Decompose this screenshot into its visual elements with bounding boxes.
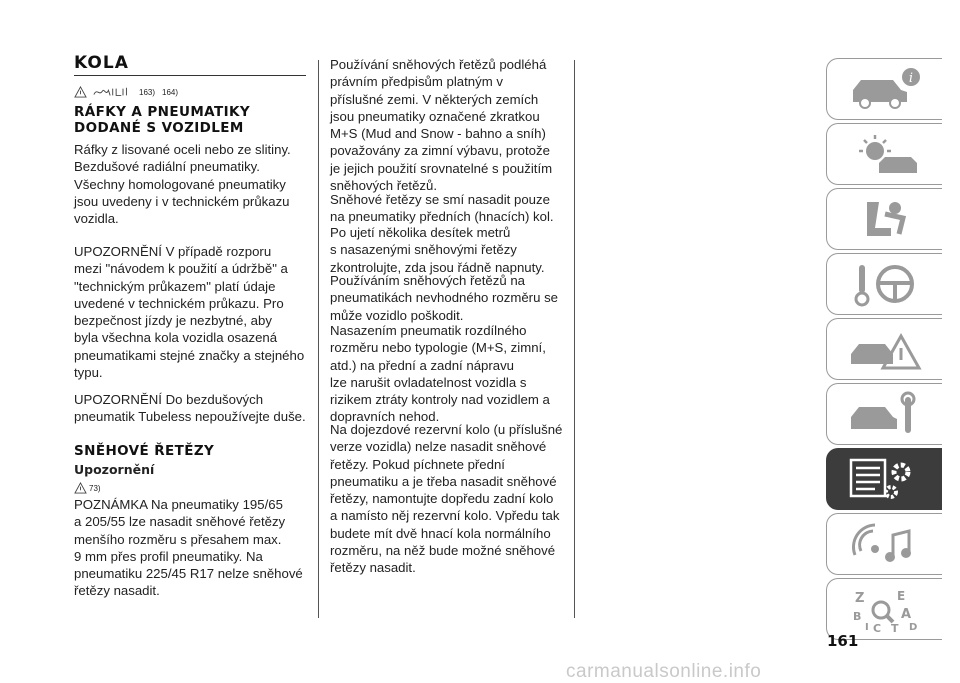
paragraph: Na dojezdové rezervní kolo (u příslušné verze vozidla) nelze nasadit sněhové řetězy. Pokud píchnete přední pneumatiku a je třeba nasadit sněhové řetězy, namontujte dopředu zadní kolo a namísto něj rezervní kolo. Vpředu tak budete mít dvě hnací kola normálního rozměru, na něž bude možné sněhové řetězy nasadit.	[330, 422, 563, 576]
paragraph: UPOZORNĚNÍ Do bezdušových pneumatik Tubeless nepoužívejte duše.	[74, 392, 306, 425]
paragraph: POZNÁMKA Na pneumatiky 195/65 a 205/55 lze nasadit sněhové řetězy menšího rozměru s přesahem max. 9 mm přes profil pneumatiky. Na pneumatiku 225/45 R17 nelze sněhové řetězy nasadit.	[74, 497, 303, 599]
svg-text:T: T	[890, 622, 899, 634]
tab-emergency[interactable]	[826, 318, 942, 380]
paragraph: Po ujetí několika desítek metrů s nasazenými sněhovými řetězy zkontrolujte, zda jsou řádně napnuty.	[330, 225, 545, 275]
warning-references-top	[74, 86, 178, 98]
svg-text:i: i	[908, 71, 913, 86]
column-divider	[318, 60, 319, 618]
section-heading-snow-chains: SNĚHOVÉ ŘETĚZY	[74, 443, 215, 459]
warning-ref[interactable]: 73)	[89, 483, 101, 493]
tab-multimedia[interactable]	[826, 513, 942, 575]
car-wrench-icon	[845, 389, 925, 439]
paragraph: Ráfky z lisované oceli nebo ze slitiny. Bezdušové radiální pneumatiky. Všechny homologované pneumatiky jsou uvedeny i v technickém průkazu vozidla.	[74, 142, 291, 227]
svg-text:D: D	[908, 622, 917, 633]
key-steering-wheel-icon	[845, 259, 925, 309]
dashboard-lights-icon	[845, 129, 925, 179]
airbag-seat-icon	[845, 194, 925, 244]
warning-triangle-icon	[74, 482, 87, 494]
paragraph: UPOZORNĚNÍ V případě rozporu mezi "návodem k použití a údržbě" a "technickým průkazem" platí údaje uvedené v technickém průkazu. Pro bezpečnost jízdy je nezbytné, aby byla všechna kola vozidla osazená pneumatikami stejné značky a stejného typu.	[74, 244, 305, 381]
paragraph: Nasazením pneumatik rozdílného rozměru nebo typologie (M+S, zimní, atd.) na přední a zadní nápravu lze narušit ovladatelnost vozidla s rizikem ztráty kontroly nad vozidlem a dopravních nehod.	[330, 323, 550, 425]
tab-index[interactable]	[826, 578, 942, 640]
page-number: 161	[827, 632, 859, 650]
warning-triangle-icon	[74, 86, 87, 98]
tab-safety[interactable]	[826, 188, 942, 250]
tab-technical-data[interactable]	[826, 448, 942, 510]
column-divider	[574, 60, 575, 618]
tab-starting-driving[interactable]	[826, 253, 942, 315]
section-heading-wheels: RÁFKY A PNEUMATIKY DODANÉ S VOZIDLEM	[74, 104, 251, 136]
car-info-icon	[845, 64, 925, 114]
tab-dashboard-lights[interactable]	[826, 123, 942, 185]
subheading-warning: Upozornění	[74, 462, 155, 477]
technical-data-gears-icon	[845, 454, 925, 504]
multimedia-icon	[845, 519, 925, 569]
warning-reference	[74, 482, 101, 494]
svg-text:I: I	[864, 622, 869, 633]
svg-text:Z: Z	[854, 591, 864, 606]
tab-maintenance[interactable]	[826, 383, 942, 445]
chapter-title: KOLA	[74, 53, 129, 73]
svg-text:E: E	[896, 589, 905, 603]
paragraph: Používáním sněhových řetězů na pneumatikách nevhodného rozměru se může vozidlo poškodit.	[330, 273, 558, 323]
alphabetical-index-icon	[845, 584, 925, 634]
warning-ref[interactable]: 163)	[139, 87, 156, 97]
handwritten-mark-icon	[89, 86, 133, 98]
svg-text:B: B	[852, 610, 861, 623]
svg-text:A: A	[900, 607, 911, 622]
watermark: carmanualsonline.info	[566, 661, 762, 682]
warning-ref[interactable]: 164)	[162, 87, 179, 97]
chapter-divider	[74, 75, 306, 76]
paragraph: Používání sněhových řetězů podléhá právním předpisům platným v příslušné zemi. V některých zemích jsou pneumatiky označené zkratkou M+S (Mud and Snow - bahno a sníh) považovány za zimní výbavu, protože je jejich použití srovnatelné s použitím sněhových řetězů.	[330, 57, 553, 194]
tab-car-info[interactable]	[826, 58, 942, 120]
paragraph: Sněhové řetězy se smí nasadit pouze na pneumatiky předních (hnacích) kol.	[330, 192, 554, 225]
svg-text:C: C	[872, 622, 881, 634]
warning-triangle-car-icon	[845, 324, 925, 374]
